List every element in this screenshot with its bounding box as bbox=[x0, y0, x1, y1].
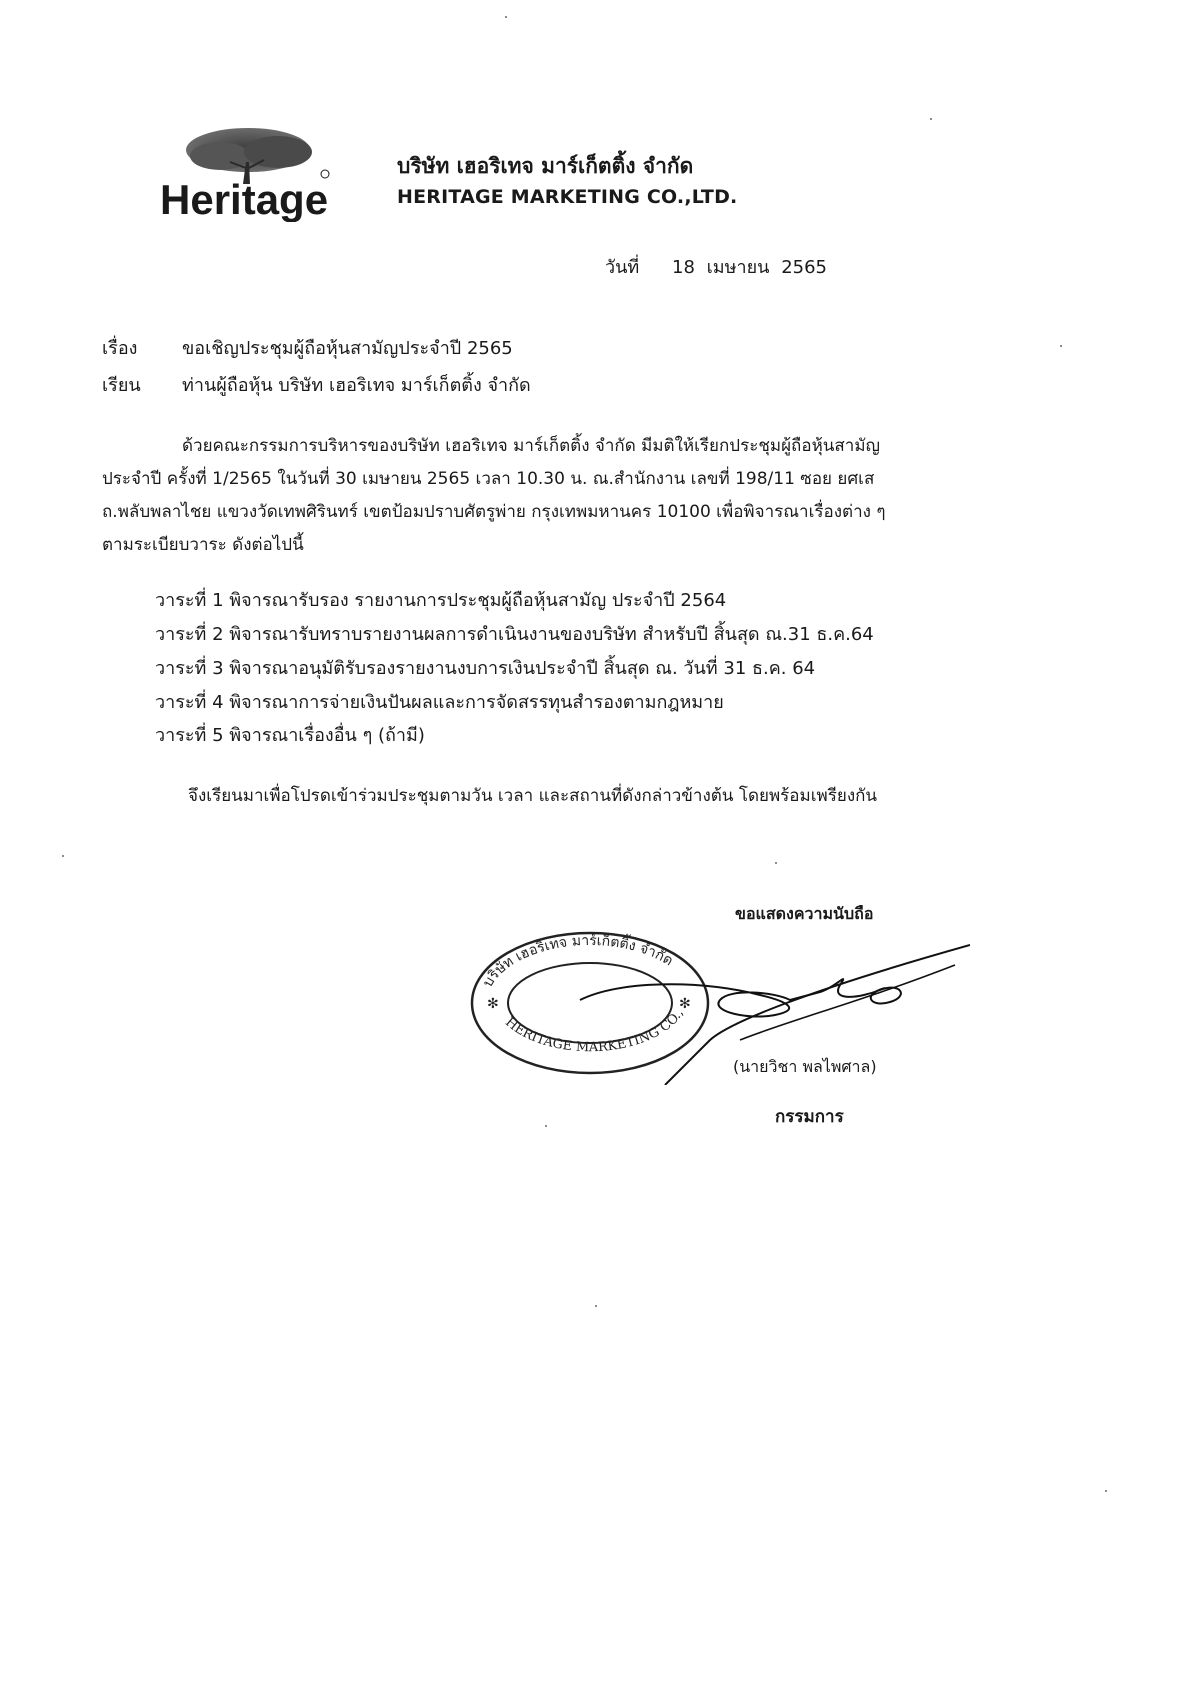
company-name-thai: บริษัท เฮอริเทจ มาร์เก็ตติ้ง จำกัด bbox=[397, 154, 694, 178]
company-name-english: HERITAGE MARKETING CO.,LTD. bbox=[397, 186, 738, 208]
body-line: ถ.พลับพลาไชย แขวงวัดเทพศิรินทร์ เขตป้อมปราบศัตรูพ่าย กรุงเทพมหานคร 10100 เพื่อพิจารณาเรื่องต่าง ๆ bbox=[102, 502, 886, 522]
subject-value: ขอเชิญประชุมผู้ถือหุ้นสามัญประจำปี 2565 bbox=[182, 338, 513, 359]
agenda-item: วาระที่ 5 พิจารณาเรื่องอื่น ๆ (ถ้ามี) bbox=[155, 725, 425, 746]
closing-sentence: จึงเรียนมาเพื่อโปรดเข้าร่วมประชุมตามวัน เวลา และสถานที่ดังกล่าวข้างต้น โดยพร้อมเพรียงกัน bbox=[188, 786, 878, 806]
logo-wordmark: Heritage bbox=[160, 176, 329, 222]
tree-logo-icon bbox=[160, 122, 370, 222]
date-label: วันที่ bbox=[605, 257, 640, 278]
agenda-item: วาระที่ 1 พิจารณารับรอง รายงานการประชุมผู้ถือหุ้นสามัญ ประจำปี 2564 bbox=[155, 590, 727, 611]
scan-speck bbox=[930, 118, 932, 120]
scan-speck bbox=[775, 862, 777, 864]
body-line: ประจำปี ครั้งที่ 1/2565 ในวันที่ 30 เมษายน 2565 เวลา 10.30 น. ณ.สำนักงาน เลขที่ 198/11 ซอย ยศเส bbox=[102, 469, 875, 489]
recipient-label: เรียน bbox=[102, 375, 141, 396]
recipient-value: ท่านผู้ถือหุ้น บริษัท เฮอริเทจ มาร์เก็ตติ้ง จำกัด bbox=[182, 375, 531, 396]
svg-text:✻: ✻ bbox=[487, 996, 499, 1012]
regards-text: ขอแสดงความนับถือ bbox=[735, 904, 874, 923]
signer-name: (นายวิชา พลไพศาล) bbox=[733, 1057, 877, 1076]
agenda-item: วาระที่ 4 พิจารณาการจ่ายเงินปันผลและการจัดสรรทุนสำรองตามกฎหมาย bbox=[155, 692, 724, 713]
agenda-item: วาระที่ 3 พิจารณาอนุมัติรับรองรายงานงบการเงินประจำปี สิ้นสุด ณ. วันที่ 31 ธ.ค. 64 bbox=[155, 658, 816, 679]
scan-speck bbox=[1060, 345, 1062, 347]
stamp-top-text: บริษัท เฮอริเทจ มาร์เก็ตติ้ง จำกัด bbox=[479, 932, 676, 991]
scan-speck bbox=[595, 1305, 597, 1307]
scan-speck bbox=[545, 1125, 547, 1127]
svg-text:✻: ✻ bbox=[679, 996, 691, 1012]
date-value: 18 เมษายน 2565 bbox=[672, 257, 827, 278]
body-line: ตามระเบียบวาระ ดังต่อไปนี้ bbox=[102, 535, 304, 555]
scan-speck bbox=[505, 16, 507, 18]
scan-speck bbox=[62, 855, 64, 857]
stamp-bottom-text: HERITAGE MARKETING CO., bbox=[502, 1006, 687, 1056]
agenda-item: วาระที่ 2 พิจารณารับทราบรายงานผลการดำเนินงานของบริษัท สำหรับปี สิ้นสุด ณ.31 ธ.ค.64 bbox=[155, 624, 874, 645]
body-line: ด้วยคณะกรรมการบริหารของบริษัท เฮอริเทจ มาร์เก็ตติ้ง จำกัด มีมติให้เรียกประชุมผู้ถือหุ้นสามัญ bbox=[182, 436, 881, 456]
subject-label: เรื่อง bbox=[102, 338, 138, 359]
signer-title: กรรมการ bbox=[775, 1107, 844, 1127]
scan-speck bbox=[1105, 1490, 1107, 1492]
heritage-logo bbox=[160, 122, 370, 222]
